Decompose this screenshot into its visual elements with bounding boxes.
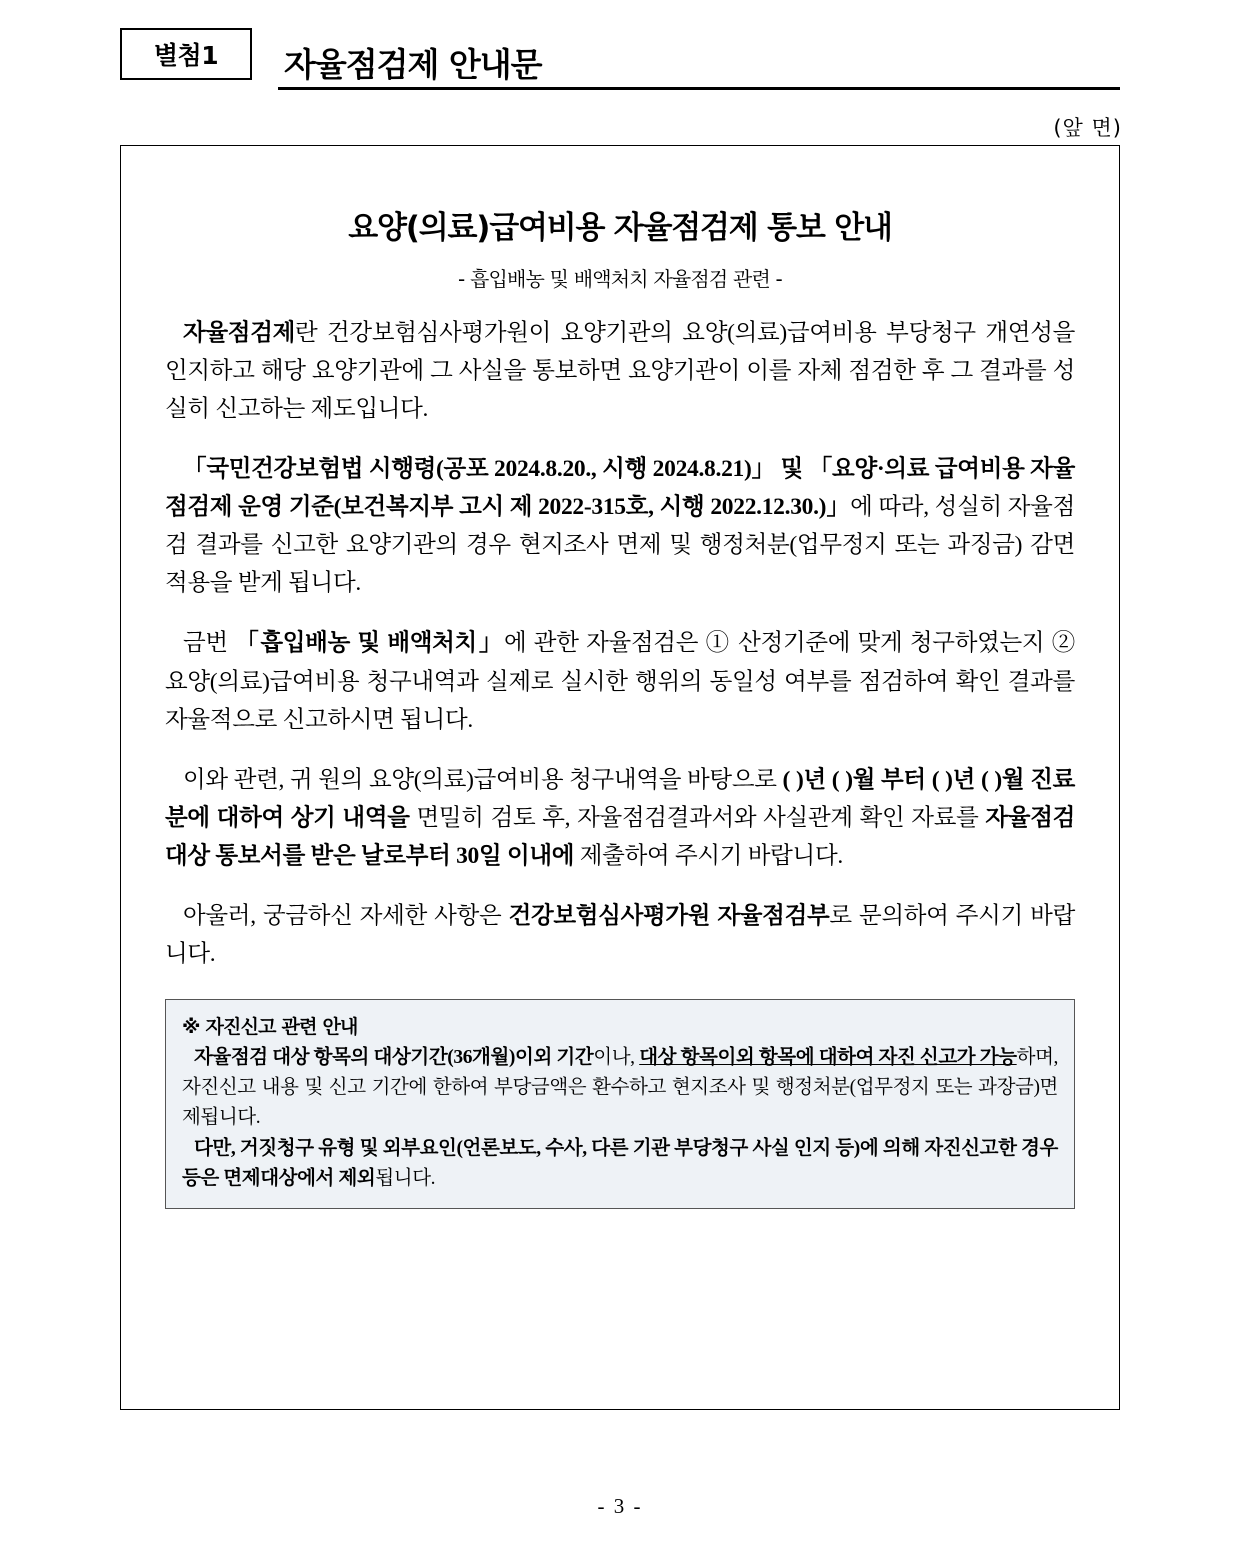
paragraph-5: 아울러, 궁금하신 자세한 사항은 건강보험심사평가원 자율점검부로 문의하여 주시기 바랍니다.	[165, 902, 1075, 967]
notice-content-box	[120, 145, 1120, 1410]
notice-line-1: 자율점검 대상 항목의 대상기간(36개월)이외 기간이나, 대상 항목이외 항목에 대하여 자진 신고가 가능하며, 자진신고 내용 및 신고 기간에 한하여 부당금액은 환수하고 현지조사 및 행정처분(업무정지 또는 과장금)면제됩니다.	[182, 1046, 1059, 1129]
document-subtitle: - 흡입배농 및 배액처치 자율점검 관련 -	[458, 267, 782, 291]
header-title-wrapper	[278, 28, 1120, 90]
notice-title: ※ 자진신고 관련 안내	[182, 1015, 358, 1038]
paragraph-1: 자율점검제란 건강보험심사평가원이 요양기관의 요양(의료)급여비용 부당청구 개연성을 인지하고 해당 요양기관에 그 사실을 통보하면 요양기관이 이를 자체 점검한 후 그 결과를 성실히 신고하는 제도입니다.	[165, 320, 1075, 423]
paragraph-4: 이와 관련, 귀 원의 요양(의료)급여비용 청구내역을 바탕으로 ( )년 ( )월 부터 ( )년 ( )월 진료분에 대하여 상기 내역을 면밀히 검토 후, 자율점검결과서와 사실관계 확인 자료를 자율점검대상 통보서를 받은 날로부터 30일 이내에 제출하여 주시기 바랍니다.	[165, 766, 1076, 869]
document-header	[120, 28, 1120, 90]
paragraph-2: 「국민건강보험법 시행령(공포 2024.8.20., 시행 2024.8.21)」 및 「요양·의료 급여비용 자율점검제 운영 기준(보건복지부 고시 제 2022-315호, 시행 2022.12.30.)」에 따라, 성실히 자율점검 결과를 신고한 요양기관의 경우 현지조사 면제 및 행정처분(업무정지 또는 과징금) 감면 적용을 받게 됩니다.	[165, 456, 1075, 597]
paragraph-3: 금번 「흡입배농 및 배액처치」에 관한 자율점검은 ① 산정기준에 맞게 청구하였는지 ② 요양(의료)급여비용 청구내역과 실제로 실시한 행위의 동일성 여부를 점검하여 확인 결과를 자율적으로 신고하시면 됩니다.	[165, 630, 1075, 733]
side-note-front-page: (앞 면)	[1053, 116, 1122, 140]
document-title: 요양(의료)급여비용 자율점검제 통보 안내	[348, 210, 892, 246]
self-report-notice-box	[165, 999, 1075, 1209]
notice-line-2: 다만, 거짓청구 유형 및 외부요인(언론보도, 수사, 다른 기관 부당청구 사실 인지 등)에 의해 자진신고한 경우 등은 면제대상에서 제외됩니다.	[182, 1137, 1058, 1189]
attachment-badge: 별첨1	[120, 28, 252, 80]
page-number: - 3 -	[597, 1494, 643, 1518]
page-title: 자율점검제 안내문	[284, 45, 542, 85]
